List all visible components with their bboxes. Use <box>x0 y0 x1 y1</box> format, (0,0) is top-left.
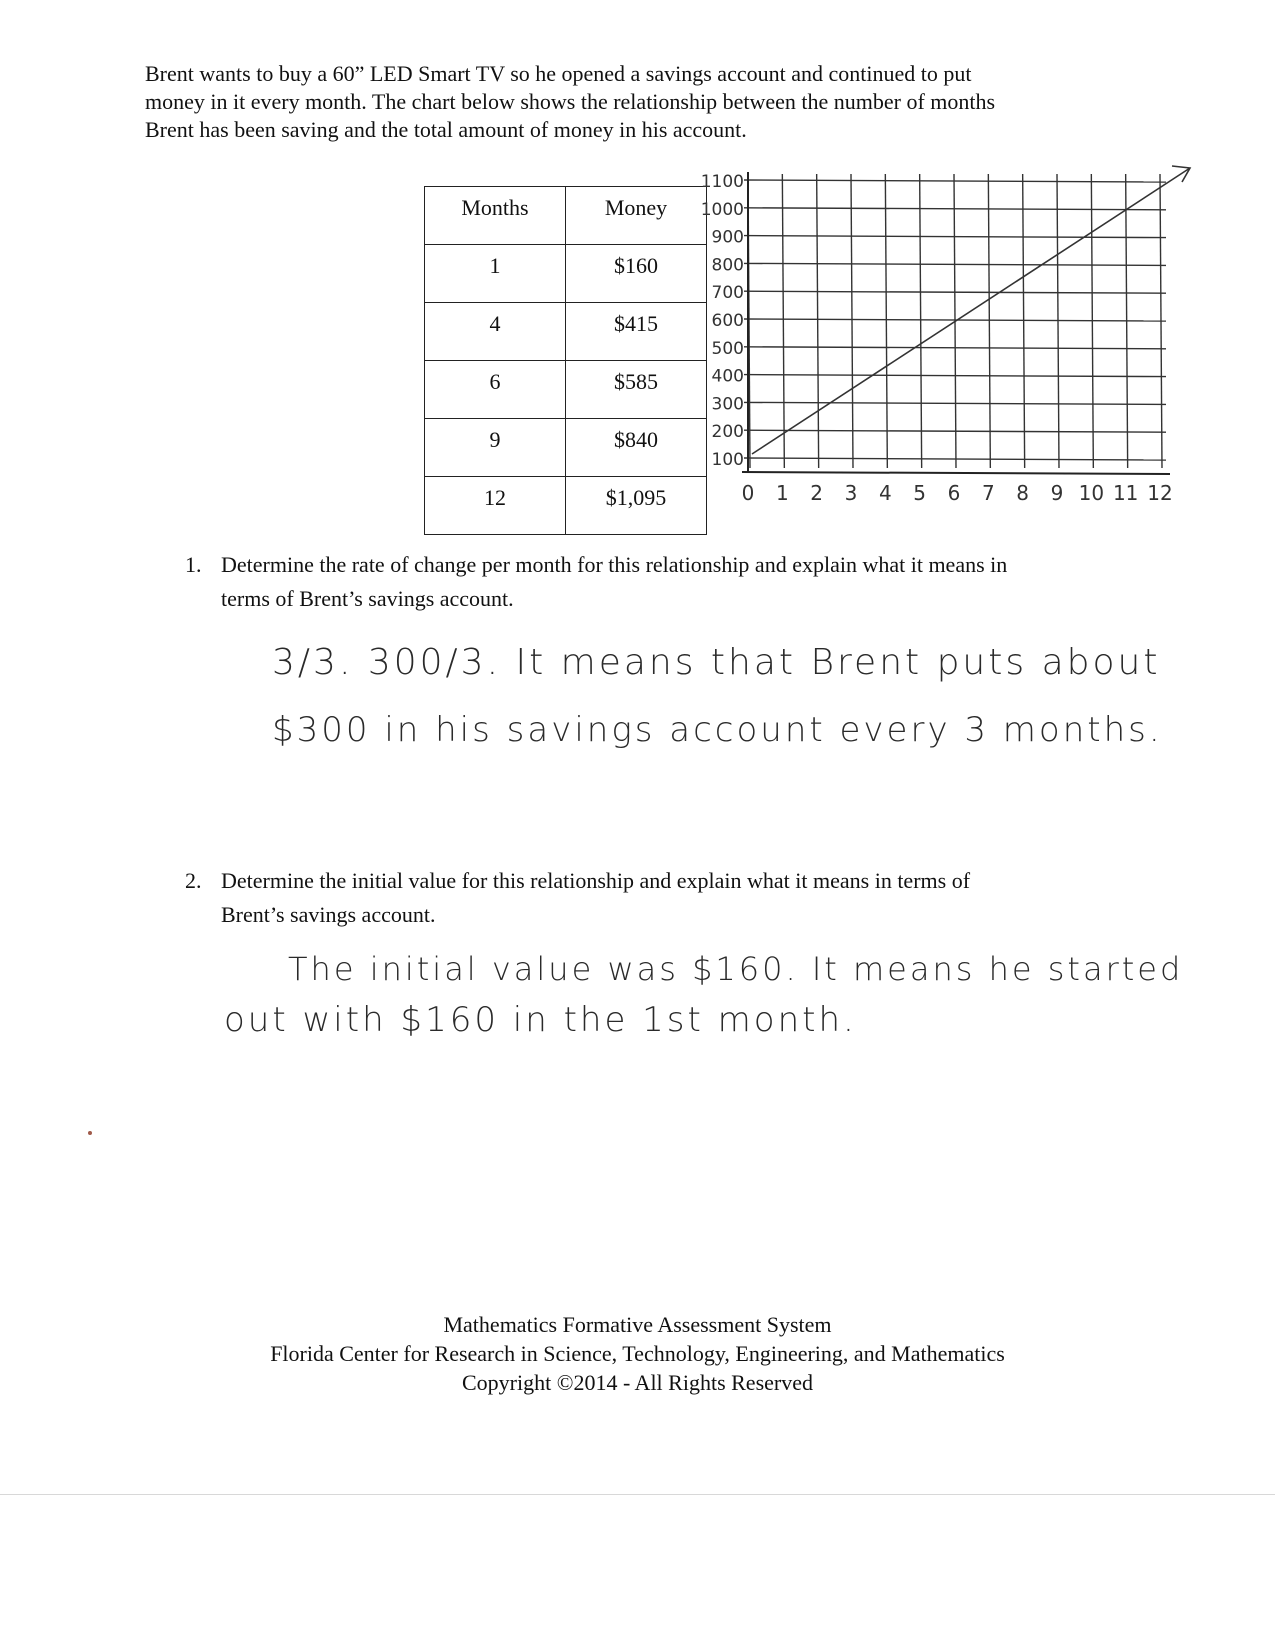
x-tick-label: 1 <box>775 481 789 505</box>
question-2 <box>185 864 971 932</box>
hand-drawn-graph <box>700 158 1220 538</box>
grid-line-vertical <box>885 174 887 468</box>
footer-line-2: Florida Center for Research in Science, Technology, Engineering, and Mathematics <box>270 1341 1005 1366</box>
x-tick-label: 0 <box>741 481 755 505</box>
grid-line-horizontal <box>744 458 1166 460</box>
grid-line-vertical <box>817 174 819 468</box>
table-cell-money: $840 <box>566 419 707 477</box>
table-row <box>425 245 707 303</box>
table-header-money: Money <box>566 187 707 245</box>
x-axis <box>742 472 1170 474</box>
intro-line-3: Brent has been saving and the total amount of money in his account. <box>145 117 747 142</box>
table-header-months: Months <box>425 187 566 245</box>
question-2-line-2: Brent’s savings account. <box>221 902 436 927</box>
grid-line-vertical <box>920 174 922 468</box>
grid-line-vertical <box>988 174 990 468</box>
grid-line-horizontal <box>744 430 1166 432</box>
table-cell-money: $415 <box>566 303 707 361</box>
x-tick-label: 11 <box>1112 481 1139 505</box>
scan-edge-line <box>0 1494 1275 1495</box>
question-1-line-1: Determine the rate of change per month for this relationship and explain what it means in <box>221 552 1008 577</box>
table-cell-money: $160 <box>566 245 707 303</box>
grid-line-horizontal <box>744 375 1166 377</box>
x-tick-label: 4 <box>878 481 892 505</box>
x-tick-label: 5 <box>913 481 927 505</box>
y-tick-label: 300 <box>711 394 744 415</box>
intro-line-2: money in it every month. The chart below shows the relationship between the number of months <box>145 89 996 114</box>
table-row <box>425 361 707 419</box>
x-tick-label: 3 <box>844 481 858 505</box>
y-tick-label: 1000 <box>700 199 744 220</box>
question-2-number: 2. <box>185 868 202 893</box>
x-tick-label: 2 <box>810 481 824 505</box>
x-tick-label: 8 <box>1016 481 1030 505</box>
footer-line-3: Copyright ©2014 - All Rights Reserved <box>462 1370 813 1395</box>
question-1-number: 1. <box>185 552 202 577</box>
x-tick-label: 6 <box>947 481 961 505</box>
x-tick-label: 9 <box>1050 481 1064 505</box>
x-tick-label: 10 <box>1078 481 1105 505</box>
table-cell-months: 6 <box>425 361 566 419</box>
table-cell-months: 12 <box>425 477 566 535</box>
grid-line-horizontal <box>744 208 1166 210</box>
grid-line-vertical <box>851 174 853 468</box>
table-cell-months: 4 <box>425 303 566 361</box>
grid-line-vertical <box>782 174 784 468</box>
table-header-row <box>425 187 707 245</box>
table-cell-months: 1 <box>425 245 566 303</box>
answer-1-line-1: 3/3. 300/3. It means that Brent puts about <box>272 642 1161 683</box>
y-tick-label: 600 <box>711 311 744 331</box>
grid-line-horizontal <box>744 180 1166 182</box>
y-tick-label: 200 <box>711 422 744 443</box>
question-1 <box>185 548 1008 616</box>
x-tick-label: 12 <box>1147 481 1173 505</box>
table-cell-money: $585 <box>566 361 707 419</box>
y-tick-label: 700 <box>711 283 744 304</box>
table-cell-months: 9 <box>425 419 566 477</box>
y-tick-label: 900 <box>711 227 744 248</box>
y-tick-label: 400 <box>711 366 744 387</box>
intro-line-1: Brent wants to buy a 60” LED Smart TV so he opened a savings account and continued to put <box>145 61 972 86</box>
footer-line-1: Mathematics Formative Assessment System <box>443 1312 832 1337</box>
answer-1-line-2: $300 in his savings account every 3 months. <box>272 710 1163 750</box>
y-tick-label: 800 <box>711 255 744 276</box>
y-tick-label: 1100 <box>700 172 744 192</box>
table-row <box>425 303 707 361</box>
grid-line-horizontal <box>744 402 1166 404</box>
x-tick-label: 7 <box>981 481 995 505</box>
y-tick-label: 500 <box>711 338 744 359</box>
question-1-line-2: terms of Brent’s savings account. <box>221 586 514 611</box>
table-cell-money: $1,095 <box>566 477 707 535</box>
question-2-line-1: Determine the initial value for this relationship and explain what it means in terms of <box>221 868 971 893</box>
footer <box>0 1310 1275 1397</box>
answer-2-line-2: out with $160 in the 1st month. <box>224 1000 857 1040</box>
scan-speck <box>88 1131 92 1135</box>
table-row <box>425 419 707 477</box>
intro-paragraph <box>145 60 1125 144</box>
answer-2-line-1: The initial value was $160. It means he started <box>288 950 1184 988</box>
months-money-table <box>424 186 707 535</box>
table-row <box>425 477 707 535</box>
y-tick-label: 100 <box>711 450 744 470</box>
grid-line-horizontal <box>744 236 1166 238</box>
